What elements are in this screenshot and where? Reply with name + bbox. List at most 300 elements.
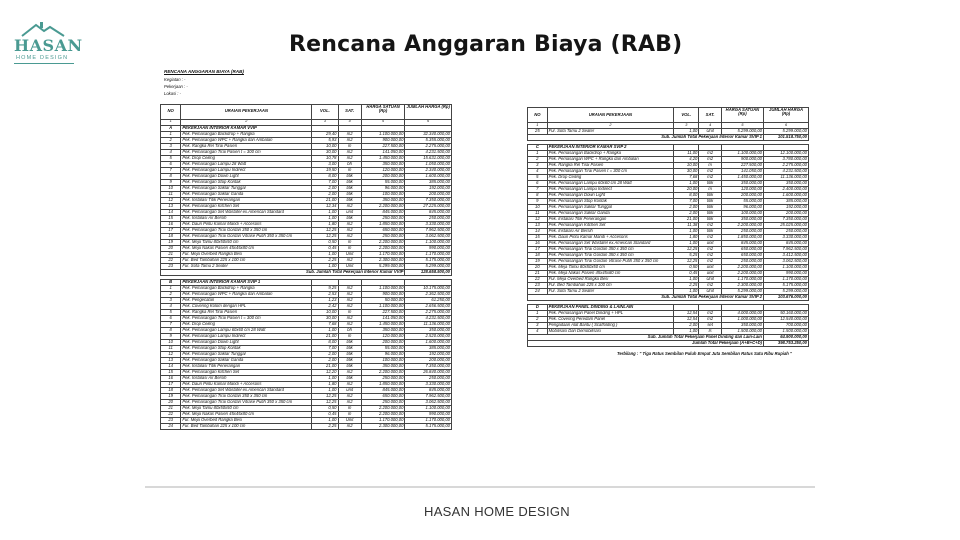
cell-jumlah: 2.362.500,00 bbox=[405, 291, 452, 297]
cell-sat: m2 bbox=[338, 321, 361, 327]
cell-sat: titik bbox=[338, 215, 361, 221]
column-index: 3 bbox=[674, 123, 699, 129]
cell-harga-satuan: 1.170.000,00 bbox=[361, 417, 405, 423]
subtotal-value: 64.900.000,00 bbox=[764, 335, 809, 341]
cell-no: 24 bbox=[528, 289, 548, 295]
cell-jumlah: 5.299.000,00 bbox=[405, 263, 452, 269]
subtotal-label: Sub. Jumlah Total Pekerjaan Interior Kamar SVIP 2 bbox=[528, 295, 764, 301]
cell-jumlah: 3.330.000,00 bbox=[405, 221, 452, 227]
cell-uraian: Pek. Covering Kolom dengan HPL bbox=[181, 303, 312, 309]
cell-harga-satuan: 250.000,00 bbox=[361, 233, 405, 239]
rab-sheet-page-2 bbox=[527, 107, 809, 361]
cell-harga-satuan: 100.000,00 bbox=[361, 191, 405, 197]
cell-no: 20 bbox=[161, 245, 181, 251]
column-header: HARGA SATUAN (Rp) bbox=[721, 108, 763, 123]
cell-harga-satuan: 200.000,00 bbox=[361, 339, 405, 345]
cell-jumlah: 4.231.500,00 bbox=[405, 315, 452, 321]
cell-vol: 19,50 bbox=[312, 167, 338, 173]
cell-vol: 7,00 bbox=[312, 345, 338, 351]
cell-vol: 1,00 bbox=[312, 263, 338, 269]
cell-jumlah: 7.350.000,00 bbox=[405, 197, 452, 203]
cell-harga-satuan: 227.500,00 bbox=[721, 163, 763, 169]
cell-no: 21 bbox=[161, 405, 181, 411]
cell-jumlah: 990.000,00 bbox=[405, 245, 452, 251]
cell-no: 14 bbox=[528, 229, 548, 235]
cell-no: 25 bbox=[528, 129, 548, 135]
cell-vol: 2,53 bbox=[312, 291, 338, 297]
cell-no: 2 bbox=[528, 157, 548, 163]
cell-vol: 21,00 bbox=[312, 197, 338, 203]
cell-harga-satuan: 96.000,00 bbox=[361, 185, 405, 191]
cell-uraian: Pek. Pemasangan Tirai Gordan 350 x 350 cm bbox=[547, 253, 673, 259]
cell-jumlah: 2.400.000,00 bbox=[764, 187, 809, 193]
cell-sat: titik bbox=[338, 351, 361, 357]
cell-jumlah: 7.350.000,00 bbox=[405, 363, 452, 369]
cell-uraian: Pek. Pemasangan Tirai Pasien t = 300 cm bbox=[547, 169, 673, 175]
cell-uraian: Pek. Pemasangan Tirai Pasien t = 300 cm bbox=[181, 315, 312, 321]
cell-jumlah: 4.231.500,00 bbox=[405, 149, 452, 155]
cell-uraian: Pek. Pemasangan Saklar Tunggal bbox=[181, 351, 312, 357]
cell-sat: Unit bbox=[699, 277, 721, 283]
cell-jumlah: 385.000,00 bbox=[405, 345, 452, 351]
cell-jumlah: 200.000,00 bbox=[405, 357, 452, 363]
page-title: Rencana Anggaran Biaya (RAB) bbox=[289, 32, 683, 57]
cell-jumlah: 3.330.000,00 bbox=[405, 381, 452, 387]
column-index: 5 bbox=[361, 119, 405, 125]
cell-sat: m2 bbox=[338, 393, 361, 399]
cell-jumlah: 1.500.000,00 bbox=[764, 329, 809, 335]
cell-uraian: Pek. Pemasangan Saklar Tunggal bbox=[181, 185, 312, 191]
cell-no: 15 bbox=[528, 235, 548, 241]
cell-jumlah: 2.656.500,00 bbox=[405, 303, 452, 309]
cell-sat: m2 bbox=[699, 175, 721, 181]
cell-vol: 29,40 bbox=[312, 131, 338, 137]
cell-jumlah: 5.175.000,00 bbox=[405, 423, 452, 429]
column-header: NO bbox=[161, 104, 181, 119]
cell-sat: titik bbox=[699, 199, 721, 205]
cell-vol: 2,42 bbox=[312, 303, 338, 309]
cell-sat: m bbox=[338, 309, 361, 315]
cell-no: 7 bbox=[528, 187, 548, 193]
cell-harga-satuan: 1.500.000,00 bbox=[721, 329, 763, 335]
cell-uraian: Fur. Bed Tambahan 225 x 100 cm bbox=[181, 423, 312, 429]
cell-sat: set bbox=[699, 323, 721, 329]
cell-sat: m2 bbox=[699, 311, 721, 317]
cell-uraian: Pek. Pemasangan WPC + Rangka dan Ambalan bbox=[547, 157, 673, 163]
cell-sat: m2 bbox=[699, 169, 721, 175]
cell-uraian: Pek. Pemasangan Stop Kontak bbox=[181, 345, 312, 351]
cell-uraian: Pengadaan Alat Bantu ( Scaffolding ) bbox=[547, 323, 673, 329]
cell-harga-satuan: 5.299.000,00 bbox=[721, 129, 763, 135]
column-index: 5 bbox=[721, 123, 763, 129]
cell-uraian: PEKERJAAN INTERIOR KAMAR SVIP 2 bbox=[547, 145, 673, 151]
cell-sat: titik bbox=[699, 229, 721, 235]
cell-harga-satuan: 1.850.000,00 bbox=[721, 235, 763, 241]
cell-harga-satuan: 650.000,00 bbox=[721, 247, 763, 253]
brand-divider bbox=[14, 63, 74, 64]
cell-no: 15 bbox=[161, 215, 181, 221]
cell-vol: 2,00 bbox=[674, 211, 699, 217]
cell-sat: m2 bbox=[338, 155, 361, 161]
cell-sat: titik bbox=[338, 191, 361, 197]
column-header: NO bbox=[528, 108, 548, 123]
cell-vol: 1,00 bbox=[674, 329, 699, 335]
cell-jumlah: 1.170.000,00 bbox=[764, 277, 809, 283]
cell-no: 11 bbox=[528, 211, 548, 217]
cell-harga-satuan: 1.170.000,00 bbox=[361, 251, 405, 257]
cell-vol: 1,00 bbox=[674, 289, 699, 295]
cell-jumlah: 25.025.000,00 bbox=[764, 223, 809, 229]
cell-jumlah: 250.000,00 bbox=[405, 375, 452, 381]
cell-sat: bh bbox=[338, 327, 361, 333]
cell-no: 6 bbox=[161, 161, 181, 167]
cell-vol: 10,78 bbox=[312, 155, 338, 161]
cell-sat: titik bbox=[338, 375, 361, 381]
cell-vol: 0,45 bbox=[674, 271, 699, 277]
cell-no: 20 bbox=[528, 265, 548, 271]
cell-no: 22 bbox=[161, 411, 181, 417]
cell-vol: 12,25 bbox=[674, 259, 699, 265]
cell-vol: 10,00 bbox=[312, 309, 338, 315]
cell-vol: 21,00 bbox=[312, 333, 338, 339]
cell-harga-satuan: 120.000,00 bbox=[361, 333, 405, 339]
cell-no: 9 bbox=[161, 179, 181, 185]
cell-jumlah: 2.275.000,00 bbox=[764, 163, 809, 169]
footer-brand: HASAN HOME DESIGN bbox=[424, 504, 570, 519]
cell-sat: ls bbox=[699, 329, 721, 335]
cell-no: 5 bbox=[528, 175, 548, 181]
cell-harga-satuan: 250.000,00 bbox=[361, 215, 405, 221]
cell-vol: 20,00 bbox=[674, 187, 699, 193]
cell-no: 12 bbox=[161, 351, 181, 357]
cell-vol: 12,25 bbox=[312, 233, 338, 239]
column-index: 4 bbox=[338, 119, 361, 125]
cell-sat: m2 bbox=[338, 257, 361, 263]
cell-harga-satuan: 1.100.000,00 bbox=[361, 131, 405, 137]
cell-vol: 12,54 bbox=[674, 317, 699, 323]
cell-no: 8 bbox=[161, 173, 181, 179]
cell-harga-satuan: 55.000,00 bbox=[721, 199, 763, 205]
cell-harga-satuan: 120.000,00 bbox=[361, 167, 405, 173]
cell-sat: m2 bbox=[338, 137, 361, 143]
cell-vol: 4,20 bbox=[674, 157, 699, 163]
cell-uraian: Pek. Pemasangan Stop Kontak bbox=[181, 179, 312, 185]
cell-sat: bh bbox=[338, 161, 361, 167]
column-header: JUMLAH HARGA (Rp) bbox=[764, 108, 809, 123]
cell-sat: m bbox=[338, 167, 361, 173]
cell-sat: m2 bbox=[699, 223, 721, 229]
cell-uraian: Fur. Sofa Tamu 2 Seater bbox=[547, 129, 673, 135]
cell-sat: titik bbox=[699, 181, 721, 187]
cell-vol: 2,25 bbox=[312, 257, 338, 263]
cell-harga-satuan: 2.200.000,00 bbox=[361, 411, 405, 417]
cell-jumlah: 250.000,00 bbox=[764, 229, 809, 235]
cell-uraian: Pek. Pemasangan Tirai Gordan 350 x 350 cm bbox=[547, 247, 673, 253]
cell-jumlah: 192.000,00 bbox=[764, 205, 809, 211]
cell-vol: 3,00 bbox=[312, 161, 338, 167]
cell-vol: 1,00 bbox=[674, 277, 699, 283]
cell-jumlah: 4.231.500,00 bbox=[764, 169, 809, 175]
cell-jumlah: 3.062.500,00 bbox=[764, 259, 809, 265]
cell-uraian: Pek. Pemasangan Stop Kontak bbox=[547, 199, 673, 205]
cell-harga-satuan: 1.450.000,00 bbox=[361, 155, 405, 161]
cell-sat: titik bbox=[699, 217, 721, 223]
cell-harga-satuan: 845.000,00 bbox=[361, 387, 405, 393]
cell-sat: m2 bbox=[338, 315, 361, 321]
cell-uraian: Pek. Rangka Rel Tirai Pasien bbox=[547, 163, 673, 169]
cell-sat: m2 bbox=[699, 157, 721, 163]
cell-uraian: Pek. Meja Nakas Pasien 45x45x80 cm bbox=[547, 271, 673, 277]
cell-uraian: Pek. Daun Pintu Kamar Mandi + Accesoris bbox=[181, 381, 312, 387]
cell-jumlah: 27.225.000,00 bbox=[405, 203, 452, 209]
brand-logo bbox=[12, 22, 83, 72]
cell-no: 3 bbox=[161, 143, 181, 149]
cell-no: C bbox=[528, 145, 548, 151]
cell-jumlah: 3.062.500,00 bbox=[405, 233, 452, 239]
cell-harga-satuan: 650.000,00 bbox=[721, 253, 763, 259]
cell-vol: 0,50 bbox=[312, 405, 338, 411]
cell-vol: 10,00 bbox=[312, 143, 338, 149]
cell-sat: titik bbox=[338, 197, 361, 203]
cell-vol: 1,00 bbox=[674, 129, 699, 135]
cell-no: 10 bbox=[161, 185, 181, 191]
column-header: SAT. bbox=[699, 108, 721, 123]
cell-no: 10 bbox=[528, 205, 548, 211]
cell-no: 3 bbox=[161, 297, 181, 303]
cell-harga-satuan: 96.000,00 bbox=[361, 351, 405, 357]
cell-vol: 12,25 bbox=[312, 227, 338, 233]
cell-vol: 1,80 bbox=[312, 221, 338, 227]
cell-no: 2 bbox=[161, 291, 181, 297]
cell-uraian: Pek. Instalasi Titik Penerangan bbox=[547, 217, 673, 223]
cell-uraian: PEKERJAAN PANEL DINDING & LAINLAIN bbox=[547, 305, 673, 311]
cell-jumlah: 2.275.000,00 bbox=[405, 309, 452, 315]
cell-vol: 1,80 bbox=[674, 235, 699, 241]
column-header: URAIAN PEKERJAAN bbox=[181, 104, 312, 119]
cell-no: 1 bbox=[161, 131, 181, 137]
cell-sat: titik bbox=[699, 205, 721, 211]
cell-uraian: Pek. Instalasi Air Bersih bbox=[181, 375, 312, 381]
cell-jumlah: 11.136.000,00 bbox=[764, 175, 809, 181]
cell-uraian: Pek. Meja Nakas Pasien 45x45x80 cm bbox=[181, 245, 312, 251]
cell-vol: 2,25 bbox=[674, 283, 699, 289]
cell-jumlah: 200.000,00 bbox=[405, 191, 452, 197]
cell-uraian: Pek. Pemasangan Saklar Tunggal bbox=[547, 205, 673, 211]
cell-harga-satuan: 200.000,00 bbox=[721, 193, 763, 199]
cell-harga-satuan: 2.200.000,00 bbox=[361, 405, 405, 411]
cell-vol: 2,00 bbox=[312, 191, 338, 197]
cell-no: 9 bbox=[161, 333, 181, 339]
cell-no: 21 bbox=[161, 251, 181, 257]
cell-jumlah: 350.000,00 bbox=[764, 181, 809, 187]
cell-jumlah: 3.062.500,00 bbox=[405, 399, 452, 405]
cell-vol: 1,00 bbox=[674, 229, 699, 235]
cell-harga-satuan: 350.000,00 bbox=[361, 197, 405, 203]
cell-vol: 7,68 bbox=[674, 175, 699, 181]
cell-harga-satuan: 845.000,00 bbox=[361, 209, 405, 215]
cell-sat: m2 bbox=[338, 221, 361, 227]
cell-vol: 10,00 bbox=[674, 163, 699, 169]
cell-uraian: Pek. Covering Peredam Panel bbox=[547, 317, 673, 323]
cell-harga-satuan: 650.000,00 bbox=[361, 393, 405, 399]
cell-jumlah: 50.160.000,00 bbox=[764, 311, 809, 317]
cell-uraian: Pek. Pemasangan Lampu Indirect bbox=[181, 167, 312, 173]
cell-sat: Unit bbox=[338, 251, 361, 257]
cell-sat: m bbox=[699, 187, 721, 193]
cell-no: 12 bbox=[528, 217, 548, 223]
cell-harga-satuan: 1.850.000,00 bbox=[361, 381, 405, 387]
subtotal-label: Sub. Jumlah Total Pekerjaan Panel Dinding dan Lain-Lain bbox=[528, 335, 764, 341]
cell-uraian: Pek. Instalasi Air Bersih bbox=[181, 215, 312, 221]
cell-uraian: Pek. Pemasangan Tirai Gordan 350 x 350 cm bbox=[181, 227, 312, 233]
cell-jumlah: 1.170.000,00 bbox=[405, 417, 452, 423]
cell-uraian: Pek. Pemasangan Backdrop + Rangka bbox=[181, 285, 312, 291]
cell-sat: titik bbox=[338, 357, 361, 363]
cell-harga-satuan: 2.200.000,00 bbox=[721, 271, 763, 277]
cell-no: 4 bbox=[528, 169, 548, 175]
cell-sat: titik bbox=[338, 339, 361, 345]
cell-harga-satuan: 227.500,00 bbox=[361, 309, 405, 315]
column-index: 2 bbox=[547, 123, 673, 129]
cell-no: 19 bbox=[528, 259, 548, 265]
cell-vol: 8,00 bbox=[312, 173, 338, 179]
cell-harga-satuan: 250.000,00 bbox=[361, 375, 405, 381]
cell-harga-satuan: 5.299.000,00 bbox=[361, 263, 405, 269]
cell-jumlah: 12.100.000,00 bbox=[764, 151, 809, 157]
cell-vol: 5,93 bbox=[312, 137, 338, 143]
cell-uraian: Pek. Rangka Rel Tirai Pasien bbox=[181, 309, 312, 315]
cell-uraian: PEKERJAAN INTERIOR KAMAR VVIP bbox=[181, 125, 312, 131]
cell-vol: 1,00 bbox=[312, 209, 338, 215]
cell-jumlah: 990.000,00 bbox=[764, 271, 809, 277]
cell-sat: unit bbox=[699, 271, 721, 277]
cell-no: 6 bbox=[528, 181, 548, 187]
cell-vol: 8,00 bbox=[674, 193, 699, 199]
cell-sat: m2 bbox=[338, 233, 361, 239]
cell-jumlah: 7.350.000,00 bbox=[764, 217, 809, 223]
cell-sat: titik bbox=[338, 345, 361, 351]
cell-uraian: Pek. Pemasangan Kitchen Set bbox=[547, 223, 673, 229]
subtotal-value: 103.676.000,00 bbox=[764, 295, 809, 301]
cell-harga-satuan: 900.000,00 bbox=[721, 157, 763, 163]
cell-uraian: Pek. Pemasangan Saklar Ganda bbox=[181, 357, 312, 363]
cell-no: 17 bbox=[161, 381, 181, 387]
cell-no: 1 bbox=[528, 311, 548, 317]
cell-sat: m bbox=[699, 163, 721, 169]
cell-harga-satuan: 1.100.000,00 bbox=[361, 285, 405, 291]
cell-uraian: Pek. Drop Ceiling bbox=[181, 155, 312, 161]
subtotal-value: 398.753.250,00 bbox=[764, 341, 809, 347]
cell-uraian: Pek. Pemasangan WPC + Rangka dan Ambalan bbox=[181, 291, 312, 297]
cell-uraian: Pek. Meja Nakas Pasien 45x45x80 cm bbox=[181, 411, 312, 417]
cell-harga-satuan: 650.000,00 bbox=[361, 227, 405, 233]
cell-jumlah: 700.000,00 bbox=[764, 323, 809, 329]
cell-jumlah: 26.840.000,00 bbox=[405, 369, 452, 375]
table-header-row bbox=[161, 104, 452, 119]
cell-no: A bbox=[161, 125, 181, 131]
cell-harga-satuan: 141.050,00 bbox=[361, 315, 405, 321]
cell-no: 5 bbox=[161, 155, 181, 161]
cell-no: 8 bbox=[161, 327, 181, 333]
cell-jumlah: 845.000,00 bbox=[764, 241, 809, 247]
cell-jumlah: 2.520.000,00 bbox=[405, 333, 452, 339]
cell-vol: 1,23 bbox=[312, 297, 338, 303]
cell-no: 21 bbox=[528, 271, 548, 277]
cell-sat: m2 bbox=[338, 423, 361, 429]
cell-harga-satuan: 1.100.000,00 bbox=[361, 303, 405, 309]
cell-sat: m2 bbox=[338, 399, 361, 405]
cell-sat: m2 bbox=[338, 227, 361, 233]
brand-name: HASAN bbox=[14, 36, 83, 55]
cell-vol: 11,38 bbox=[674, 223, 699, 229]
cell-harga-satuan: 1.000.000,00 bbox=[721, 317, 763, 323]
cell-harga-satuan: 350.000,00 bbox=[721, 217, 763, 223]
cell-jumlah: 200.000,00 bbox=[764, 211, 809, 217]
rab-table-left bbox=[160, 104, 452, 430]
cell-no: 17 bbox=[528, 247, 548, 253]
subtotal-label: Sub. Jumlah Total Pekerjaan Interior Kamar VVIP bbox=[161, 269, 405, 275]
cell-no: 19 bbox=[161, 393, 181, 399]
cell-sat: m2 bbox=[338, 131, 361, 137]
sheet-meta bbox=[160, 78, 452, 97]
cell-no: 5 bbox=[161, 309, 181, 315]
cell-uraian: Pek. Pemasangan Lampu 60x60 cm 28 Watt bbox=[181, 327, 312, 333]
cell-uraian: Pek. Pemasangan Saklar Ganda bbox=[547, 211, 673, 217]
cell-harga-satuan: 100.000,00 bbox=[361, 357, 405, 363]
cell-harga-satuan: 50.000,00 bbox=[361, 297, 405, 303]
cell-uraian: Pek. Pemasangan Backdrop + Rangka bbox=[547, 151, 673, 157]
subtotal-label: Sub. Jumlah Total Pekerjaan Interior Kamar SVIP 1 bbox=[528, 135, 764, 141]
cell-no: 2 bbox=[528, 317, 548, 323]
cell-vol: 11,00 bbox=[674, 151, 699, 157]
cell-vol: 1,00 bbox=[674, 181, 699, 187]
cell-no: 4 bbox=[161, 303, 181, 309]
cell-uraian: Pek. Pemasangan Kitchen Set bbox=[181, 203, 312, 209]
cell-harga-satuan: 2.200.000,00 bbox=[361, 369, 405, 375]
cell-sat: m2 bbox=[338, 149, 361, 155]
cell-vol: 1,00 bbox=[674, 241, 699, 247]
cell-uraian: Pek. Drop Ceiling bbox=[547, 175, 673, 181]
subtotal-value: 128.658.500,00 bbox=[405, 269, 452, 275]
cell-uraian: Pek. Pemasangan Set Wastafel ex.American Standard bbox=[547, 241, 673, 247]
cell-jumlah: 1.600.000,00 bbox=[405, 339, 452, 345]
cell-vol: 1,00 bbox=[312, 215, 338, 221]
cell-jumlah: 1.600.000,00 bbox=[405, 173, 452, 179]
subtotal-value: 101.518.750,00 bbox=[764, 135, 809, 141]
cell-harga-satuan: 4.000.000,00 bbox=[721, 311, 763, 317]
cell-jumlah: 5.355.000,00 bbox=[405, 137, 452, 143]
cell-jumlah: 1.100.000,00 bbox=[764, 265, 809, 271]
cell-no: 23 bbox=[161, 417, 181, 423]
cell-sat: m bbox=[338, 245, 361, 251]
cell-vol: 30,00 bbox=[674, 169, 699, 175]
cell-jumlah: 7.962.500,00 bbox=[405, 393, 452, 399]
cell-vol: 2,00 bbox=[312, 185, 338, 191]
cell-vol: 12,20 bbox=[312, 369, 338, 375]
cell-no: 20 bbox=[161, 399, 181, 405]
column-header: VOL. bbox=[312, 104, 338, 119]
cell-uraian: Pek. Pemasangan Down Light bbox=[181, 339, 312, 345]
cell-sat: m2 bbox=[338, 303, 361, 309]
cell-harga-satuan: 350.000,00 bbox=[361, 327, 405, 333]
cell-jumlah: 350.000,00 bbox=[405, 327, 452, 333]
cell-jumlah: 845.000,00 bbox=[405, 209, 452, 215]
cell-sat: m2 bbox=[338, 285, 361, 291]
cell-harga-satuan: 250.000,00 bbox=[361, 399, 405, 405]
cell-jumlah: 12.540.000,00 bbox=[764, 317, 809, 323]
cell-no: 1 bbox=[161, 285, 181, 291]
cell-vol: 21,00 bbox=[674, 217, 699, 223]
